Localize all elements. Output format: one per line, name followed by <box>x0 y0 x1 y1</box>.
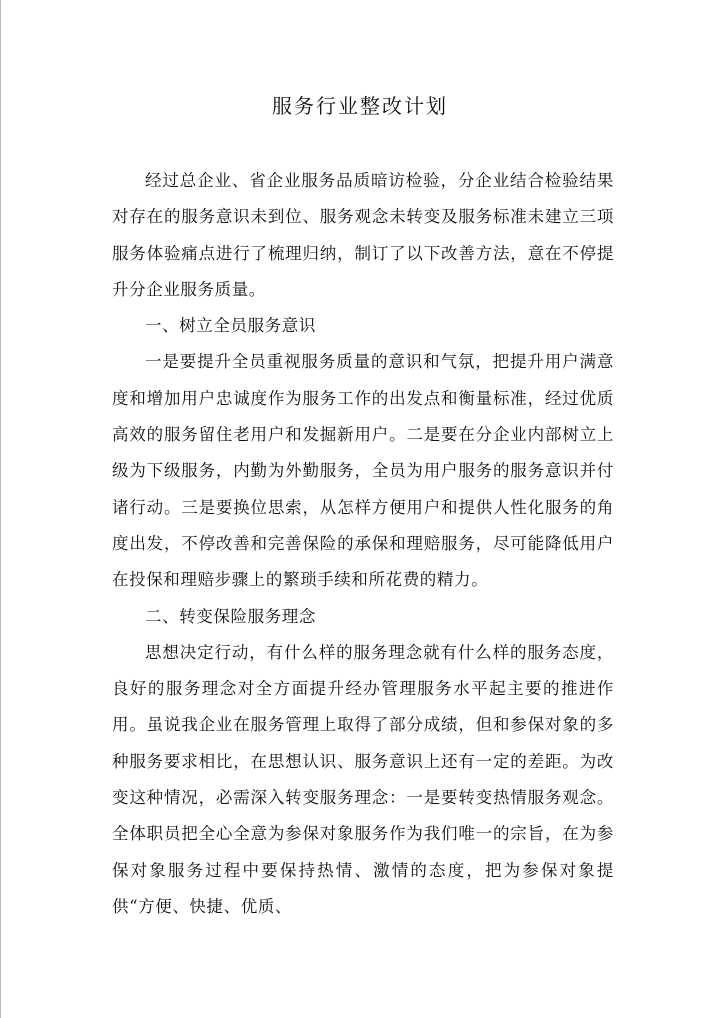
paragraph-section-1: 一是要提升全员重视服务质量的意识和气氛，把提升用户满意度和增加用户忠诚度作为服务工作的出发点和衡量标准，经过优质高效的服务留住老用户和发掘新用户。二是要在分企业内部树立上级为下级服务，内勤为外勤服务，全员为用户服务的服务意识并付诸行动。三是要换位思索，从怎样方便用户和提供人性化服务的角度出发，不停改善和完善保险的承保和理赔服务，尽可能降低用户在投保和理赔步骤上的繁琐手续和所花费的精力。 <box>112 352 614 590</box>
paragraph-intro: 经过总企业、省企业服务品质暗访检验，分企业结合检验结果对存在的服务意识未到位、服务观念未转变及服务标准未建立三项服务体验痛点进行了梳理归纳，制订了以下改善方法，意在不停提升分企业服务质量。 <box>112 171 614 299</box>
document-body <box>112 163 614 925</box>
section-heading-1: 一、树立全员服务意识 <box>145 316 316 336</box>
page-edge-divider <box>0 0 1 1018</box>
document-title: 服务行业整改计划 <box>272 94 448 118</box>
section-heading-2: 二、转变保险服务理念 <box>145 606 316 626</box>
paragraph-section-2: 思想决定行动，有什么样的服务理念就有什么样的服务态度，良好的服务理念对全方面提升经办管理服务水平起主要的推进作用。虽说我企业在服务管理上取得了部分成绩，但和参保对象的多种服务要求相比，在思想认识、服务意识上还有一定的差距。为改变这种情况，必需深入转变服务理念：一是要转变热情服务观念。全体职员把全心全意为参保对象服务作为我们唯一的宗旨，在为参保对象服务过程中要保持热情、激情的态度，把为参保对象提供“方便、快捷、优质、 <box>112 642 614 916</box>
